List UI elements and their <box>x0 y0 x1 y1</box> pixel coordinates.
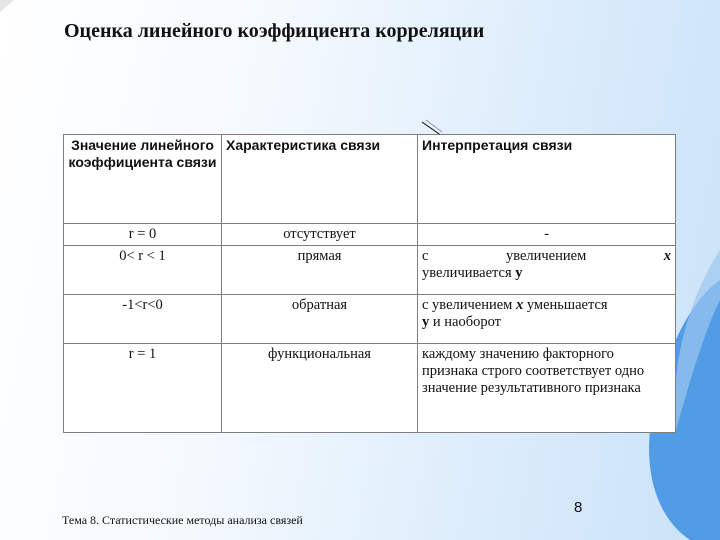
corner-mark-icon <box>0 0 14 12</box>
interp-variable: х <box>516 297 524 313</box>
header-coefficient-value: Значение линейного коэффициента связи <box>64 135 222 224</box>
header-characteristic: Характеристика связи <box>222 135 418 224</box>
interp-text: с увеличением <box>422 297 513 313</box>
page-number: 8 <box>574 499 583 516</box>
cell-value: r = 1 <box>64 344 222 433</box>
interp-variable: х <box>663 248 671 264</box>
table-row <box>64 246 676 295</box>
interp-text: увеличивается <box>422 265 512 281</box>
cell-interpretation: каждому значению факторного признака строго соответствует одно значение результативного признака <box>418 344 676 433</box>
cell-characteristic: функциональная <box>222 344 418 433</box>
header-interpretation: Интерпретация связи <box>418 135 676 224</box>
interp-line <box>422 314 671 331</box>
table-row <box>64 344 676 433</box>
cell-interpretation <box>418 246 676 295</box>
interp-text: с <box>422 248 429 264</box>
interp-text: уменьшается <box>526 297 608 313</box>
cell-characteristic: прямая <box>222 246 418 295</box>
interp-variable: у <box>515 265 523 281</box>
slide-footer: Тема 8. Статистические методы анализа связей <box>62 513 303 527</box>
cell-value: 0< r < 1 <box>64 246 222 295</box>
cell-characteristic: обратная <box>222 295 418 344</box>
interp-text: и наоборот <box>432 314 501 330</box>
slide-title: Оценка линейного коэффициента корреляции <box>64 20 485 42</box>
cell-value: r = 0 <box>64 224 222 246</box>
interp-variable: у <box>422 314 430 330</box>
cell-interpretation <box>418 295 676 344</box>
interp-line <box>422 248 671 265</box>
cell-value: -1<r<0 <box>64 295 222 344</box>
cell-characteristic: отсутствует <box>222 224 418 246</box>
interp-line <box>422 265 671 282</box>
table-header-row <box>64 135 676 224</box>
cell-interpretation: - <box>418 224 676 246</box>
interp-text: увеличением <box>505 248 587 264</box>
table-row <box>64 295 676 344</box>
table-row <box>64 224 676 246</box>
interp-line <box>422 297 671 314</box>
correlation-table <box>63 134 676 433</box>
